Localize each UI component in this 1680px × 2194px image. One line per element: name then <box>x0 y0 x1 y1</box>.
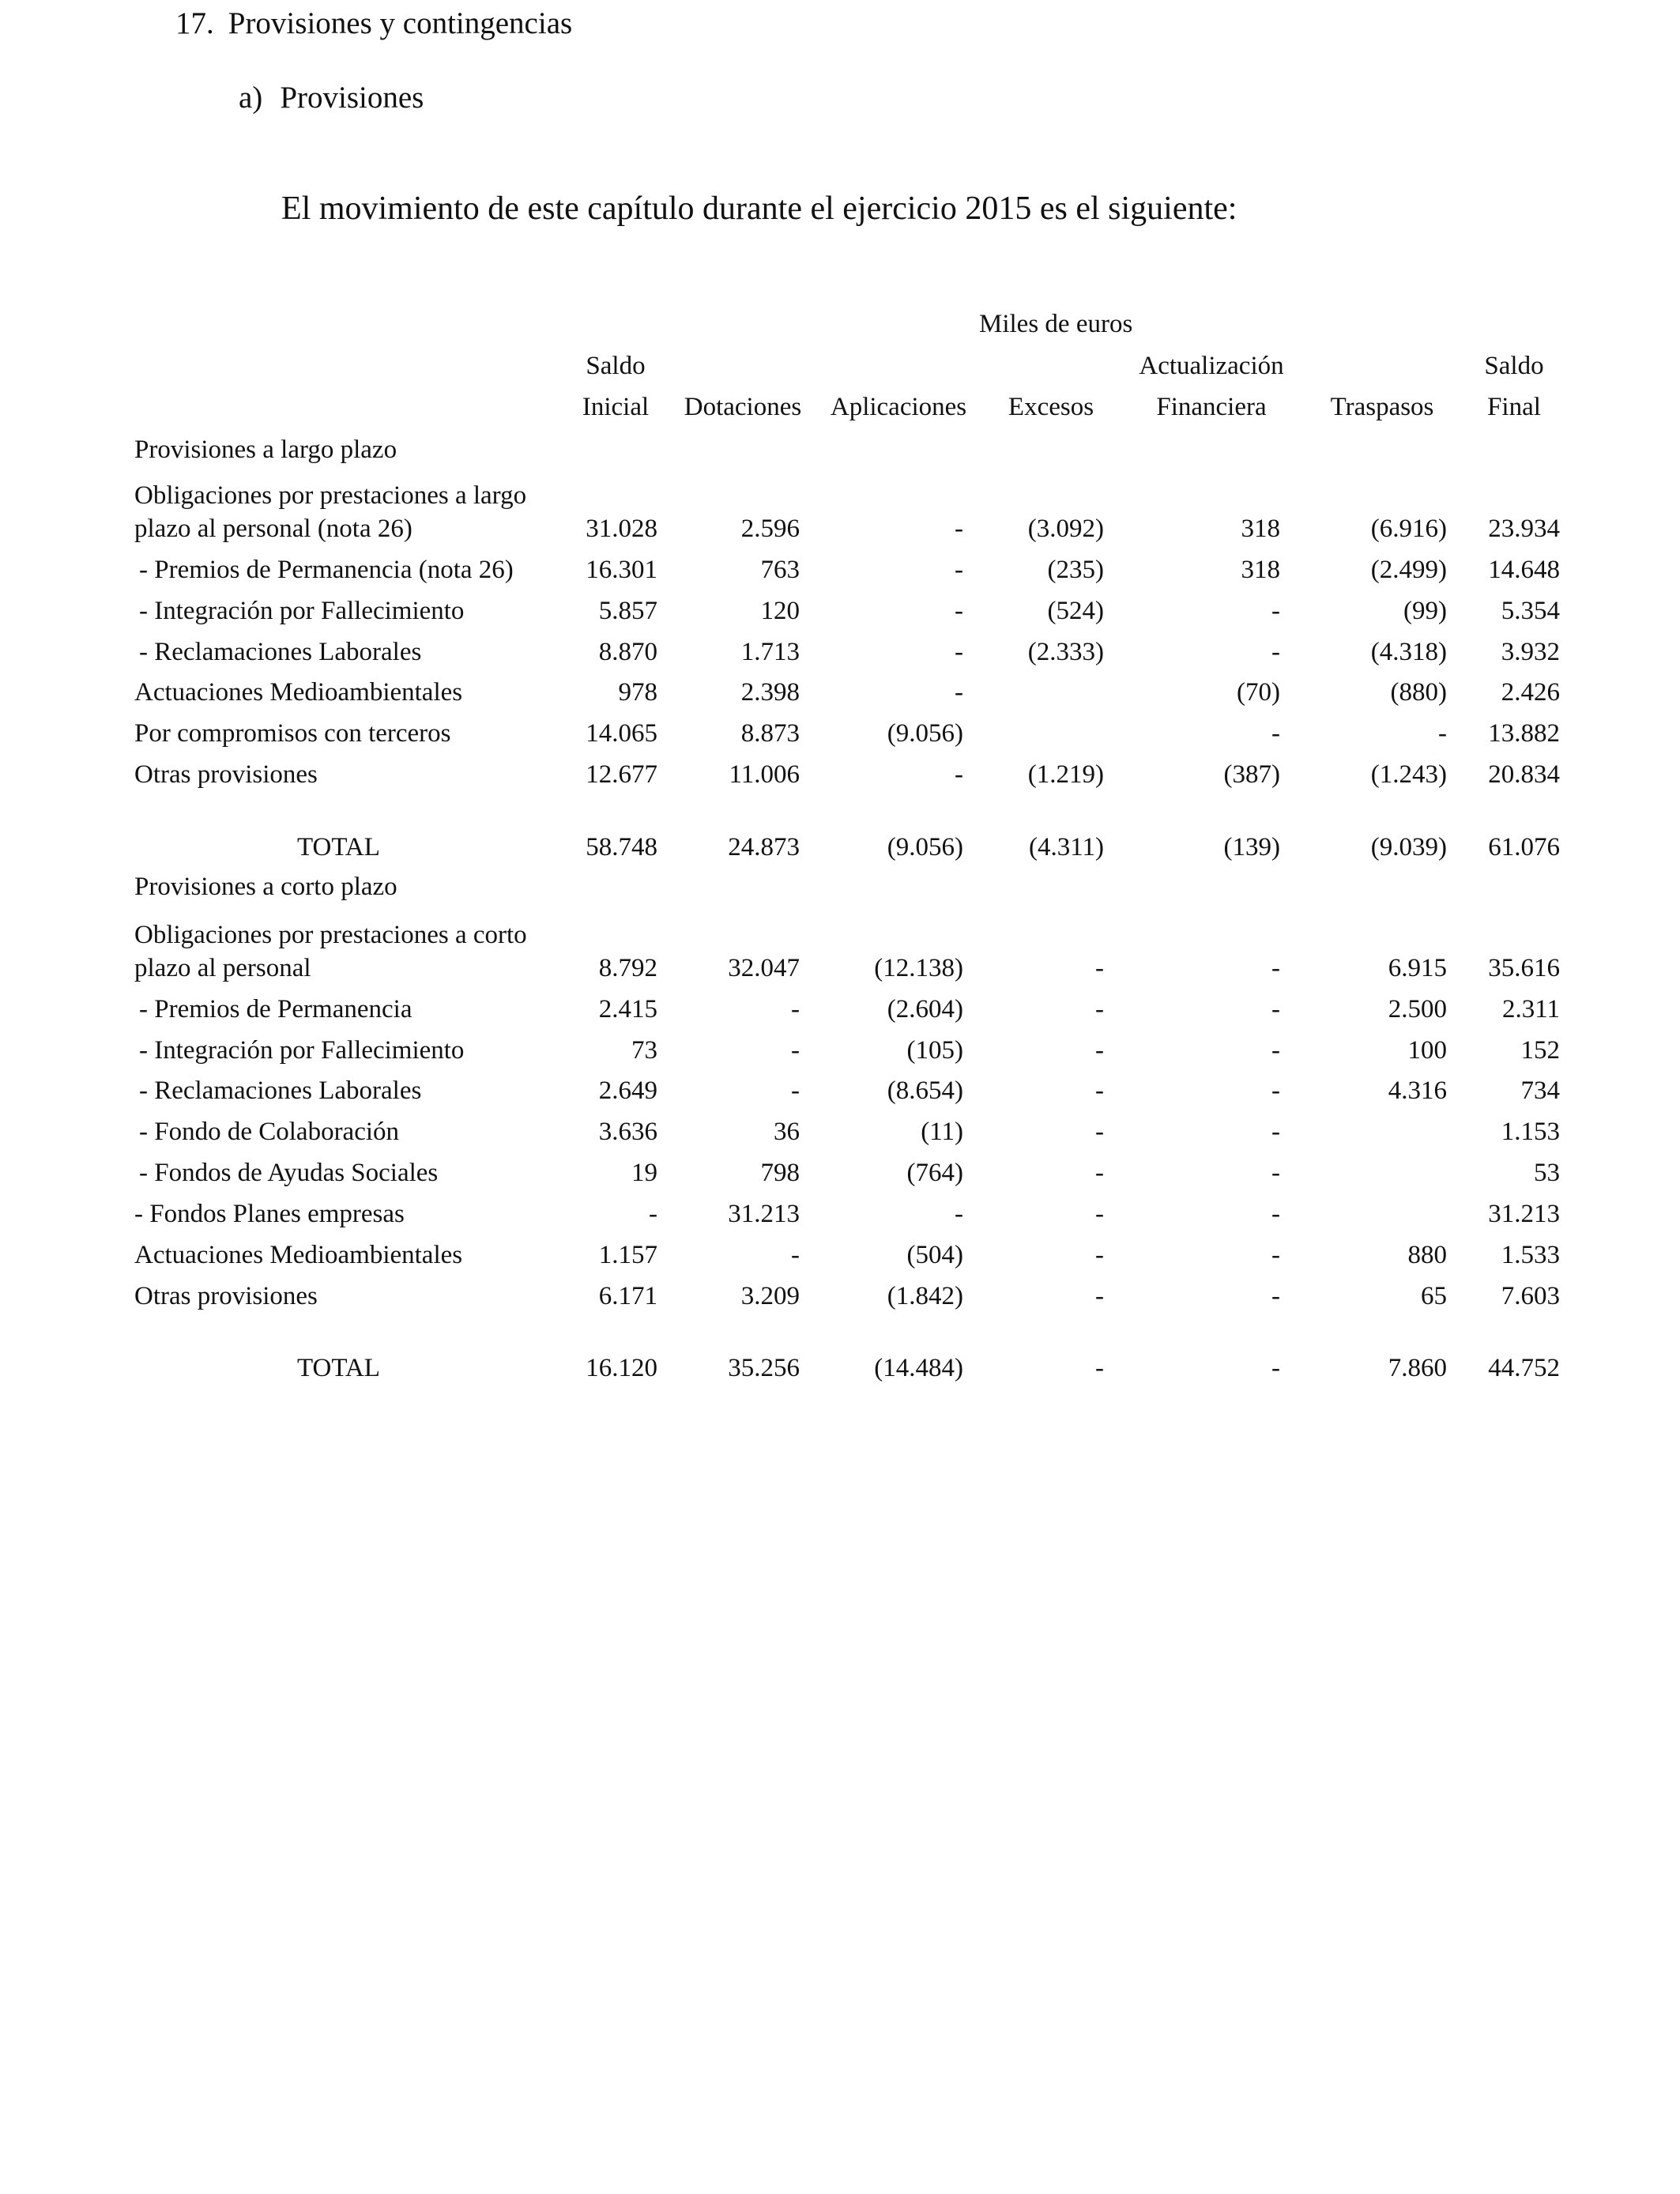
table-cell: 73 <box>631 1036 657 1065</box>
table-cell: 2.426 <box>1501 678 1560 707</box>
table-cell: 2.311 <box>1501 995 1560 1023</box>
column-header-line2: Aplicaciones <box>830 393 967 421</box>
table-cell: 152 <box>1520 1036 1560 1065</box>
table-cell: 880 <box>1407 1241 1447 1269</box>
table-cell: - <box>791 1076 800 1105</box>
table-cell: - <box>1095 995 1104 1023</box>
table-row <box>0 948 1680 989</box>
table-cell: - <box>1271 1354 1280 1382</box>
table-row <box>0 755 1680 795</box>
table-cell: 318 <box>1241 515 1280 543</box>
table-cell: 6.915 <box>1388 954 1447 982</box>
table-cell: 65 <box>1421 1282 1447 1310</box>
table-row <box>0 1031 1680 1071</box>
table-cell: 763 <box>760 556 800 584</box>
table-cell: 36 <box>774 1118 800 1146</box>
table-cell: - <box>1271 1159 1280 1187</box>
table-cell: (1.219) <box>1027 760 1104 789</box>
table-cell: 31.213 <box>1488 1200 1560 1228</box>
table-cell: 1.713 <box>740 638 800 666</box>
table-cell: 3.636 <box>598 1118 657 1146</box>
table-cell: 5.857 <box>598 597 657 625</box>
table-cell: (2.604) <box>887 995 963 1023</box>
table-row <box>0 1194 1680 1235</box>
table-cell: - <box>1271 719 1280 748</box>
row-label: - Fondo de Colaboración <box>139 1118 400 1146</box>
column-header-line2: Inicial <box>582 393 650 421</box>
table-cell: (99) <box>1403 597 1447 625</box>
table-row <box>0 509 1680 549</box>
column-header-line1: Saldo <box>586 352 646 380</box>
row-label: TOTAL <box>297 1354 380 1382</box>
table-row <box>0 1153 1680 1193</box>
table-cell: - <box>1271 954 1280 982</box>
table-cell: - <box>955 515 963 543</box>
table-row <box>0 1071 1680 1111</box>
table-cell: (6.916) <box>1370 515 1447 543</box>
table-cell: - <box>1095 1200 1104 1228</box>
table-cell: 2.500 <box>1388 995 1447 1023</box>
table-cell: 318 <box>1241 556 1280 584</box>
row-label-line1: Obligaciones por prestaciones a largo <box>134 481 527 510</box>
row-label-line2: plazo al personal (nota 26) <box>134 515 412 543</box>
row-label: - Reclamaciones Laborales <box>139 1076 422 1105</box>
table-cell: - <box>955 1200 963 1228</box>
row-label: TOTAL <box>297 833 380 861</box>
table-cell: (4.311) <box>1028 833 1104 861</box>
table-cell: 798 <box>760 1159 800 1187</box>
row-label: - Integración por Fallecimiento <box>139 597 465 625</box>
table-cell: (1.243) <box>1370 760 1447 789</box>
row-label: - Integración por Fallecimiento <box>139 1036 465 1065</box>
table-cell: - <box>1095 1159 1104 1187</box>
table-cell: - <box>791 1241 800 1269</box>
table-cell: 120 <box>760 597 800 625</box>
table-cell: - <box>1095 1118 1104 1146</box>
total-row <box>0 1348 1680 1389</box>
section-title: Provisiones y contingencias <box>228 6 573 40</box>
row-label: Otras provisiones <box>134 1282 318 1310</box>
table-cell: (504) <box>906 1241 963 1269</box>
section-number: 17. <box>175 6 214 40</box>
table-cell: 7.860 <box>1388 1354 1447 1382</box>
subsection-heading <box>239 77 424 119</box>
section-title: Provisiones a largo plazo <box>134 435 397 464</box>
table-cell: 61.076 <box>1488 833 1560 861</box>
column-header-line2: Final <box>1487 393 1541 421</box>
column-header-line2: Traspasos <box>1330 393 1434 421</box>
table-cell: (8.654) <box>887 1076 963 1105</box>
table-cell: 8.873 <box>740 719 800 748</box>
table-cell: 23.934 <box>1488 515 1560 543</box>
table-cell: 1.533 <box>1501 1241 1560 1269</box>
table-cell: 13.882 <box>1488 719 1560 748</box>
table-cell: 7.603 <box>1501 1282 1560 1310</box>
table-cell: (524) <box>1047 597 1104 625</box>
table-cell: (14.484) <box>874 1354 963 1382</box>
table-cell: 35.616 <box>1488 954 1560 982</box>
table-cell: 4.316 <box>1388 1076 1447 1105</box>
table-cell: (235) <box>1047 556 1104 584</box>
table-cell: - <box>791 1036 800 1065</box>
row-label: Actuaciones Medioambientales <box>134 1241 463 1269</box>
table-cell: 5.354 <box>1501 597 1560 625</box>
table-cell: (764) <box>906 1159 963 1187</box>
table-cell: 3.932 <box>1501 638 1560 666</box>
table-cell: - <box>1095 1241 1104 1269</box>
table-cell: - <box>1095 954 1104 982</box>
table-cell: (9.056) <box>887 719 963 748</box>
table-cell: (1.842) <box>887 1282 963 1310</box>
table-cell: 100 <box>1407 1036 1447 1065</box>
table-cell: 11.006 <box>729 760 800 789</box>
table-cell: (387) <box>1223 760 1280 789</box>
table-cell: - <box>1271 597 1280 625</box>
table-cell: 35.256 <box>728 1354 800 1382</box>
row-label: Por compromisos con terceros <box>134 719 451 748</box>
table-row <box>0 990 1680 1030</box>
table-cell: - <box>1271 1241 1280 1269</box>
row-label: - Fondos de Ayudas Sociales <box>139 1159 439 1187</box>
table-cell: (2.333) <box>1027 638 1104 666</box>
column-header-line2: Financiera <box>1156 393 1267 421</box>
table-cell: - <box>1271 1118 1280 1146</box>
table-row <box>0 632 1680 673</box>
table-row <box>0 591 1680 631</box>
table-cell: 16.301 <box>586 556 657 584</box>
table-cell: - <box>955 638 963 666</box>
table-cell: - <box>955 556 963 584</box>
total-row <box>0 827 1680 868</box>
table-row <box>0 1112 1680 1152</box>
column-header-line1: Actualización <box>1139 352 1284 380</box>
table-cell: - <box>1438 719 1447 748</box>
table-cell: - <box>1095 1282 1104 1310</box>
row-label-line1: Obligaciones por prestaciones a corto <box>134 921 527 949</box>
table-cell: (12.138) <box>874 954 963 982</box>
section-heading <box>175 3 572 44</box>
column-header-line2: Excesos <box>1008 393 1094 421</box>
table-cell: - <box>1271 1076 1280 1105</box>
table-cell: 734 <box>1520 1076 1560 1105</box>
table-cell: (11) <box>921 1118 963 1146</box>
table-cell: 31.028 <box>586 515 657 543</box>
table-cell: 14.648 <box>1488 556 1560 584</box>
row-label: - Premios de Permanencia <box>139 995 412 1023</box>
row-label: - Premios de Permanencia (nota 26) <box>139 556 514 584</box>
table-cell: 2.596 <box>740 515 800 543</box>
table-cell: 6.171 <box>598 1282 657 1310</box>
table-cell: 12.677 <box>586 760 657 789</box>
table-cell: - <box>1271 995 1280 1023</box>
table-cell: 2.649 <box>598 1076 657 1105</box>
table-cell: (2.499) <box>1370 556 1447 584</box>
table-row <box>0 673 1680 713</box>
table-cell: 31.213 <box>728 1200 800 1228</box>
table-row <box>0 1235 1680 1276</box>
table-cell: (105) <box>906 1036 963 1065</box>
row-label: Otras provisiones <box>134 760 318 789</box>
intro-paragraph: El movimiento de este capítulo durante el ejercicio 2015 es el siguiente: <box>281 190 1237 227</box>
table-cell: 24.873 <box>728 833 800 861</box>
table-cell: (9.039) <box>1370 833 1447 861</box>
table-cell: (139) <box>1223 833 1280 861</box>
table-cell: 44.752 <box>1488 1354 1560 1382</box>
table-cell: (9.056) <box>887 833 963 861</box>
table-cell: 8.792 <box>598 954 657 982</box>
table-cell: 53 <box>1534 1159 1560 1187</box>
table-cell: - <box>1271 638 1280 666</box>
table-cell: 20.834 <box>1488 760 1560 789</box>
table-cell: 1.153 <box>1501 1118 1560 1146</box>
table-cell: (880) <box>1390 678 1447 707</box>
units-caption: Miles de euros <box>979 310 1133 338</box>
table-cell: - <box>649 1200 657 1228</box>
table-cell: 8.870 <box>598 638 657 666</box>
table-cell: 3.209 <box>740 1282 800 1310</box>
table-cell: - <box>1095 1036 1104 1065</box>
table-row <box>0 714 1680 754</box>
table-cell: - <box>955 760 963 789</box>
table-cell: (3.092) <box>1027 515 1104 543</box>
row-label: Actuaciones Medioambientales <box>134 678 463 707</box>
table-cell: - <box>1095 1354 1104 1382</box>
table-row <box>0 550 1680 590</box>
table-cell: (4.318) <box>1370 638 1447 666</box>
row-label: - Fondos Planes empresas <box>134 1200 405 1228</box>
table-cell: - <box>791 995 800 1023</box>
table-cell: 16.120 <box>586 1354 657 1382</box>
table-cell: 32.047 <box>728 954 800 982</box>
column-header-line1: Saldo <box>1484 352 1544 380</box>
table-cell: 19 <box>631 1159 657 1187</box>
row-label: - Reclamaciones Laborales <box>139 638 422 666</box>
table-cell: - <box>1271 1036 1280 1065</box>
row-label-line2: plazo al personal <box>134 954 311 982</box>
table-cell: - <box>1095 1076 1104 1105</box>
table-cell: - <box>955 597 963 625</box>
table-cell: (70) <box>1237 678 1280 707</box>
table-cell: 14.065 <box>586 719 657 748</box>
table-cell: - <box>1271 1200 1280 1228</box>
section-title: Provisiones a corto plazo <box>134 873 397 901</box>
table-cell: - <box>955 678 963 707</box>
table-cell: 2.415 <box>598 995 657 1023</box>
table-row <box>0 1276 1680 1317</box>
table-cell: 58.748 <box>586 833 657 861</box>
table-cell: 1.157 <box>598 1241 657 1269</box>
column-header-line2: Dotaciones <box>684 393 802 421</box>
subsection-letter: a) <box>239 81 263 115</box>
table-cell: 978 <box>618 678 657 707</box>
subsection-title: Provisiones <box>280 81 424 115</box>
table-cell: - <box>1271 1282 1280 1310</box>
table-cell: 2.398 <box>740 678 800 707</box>
